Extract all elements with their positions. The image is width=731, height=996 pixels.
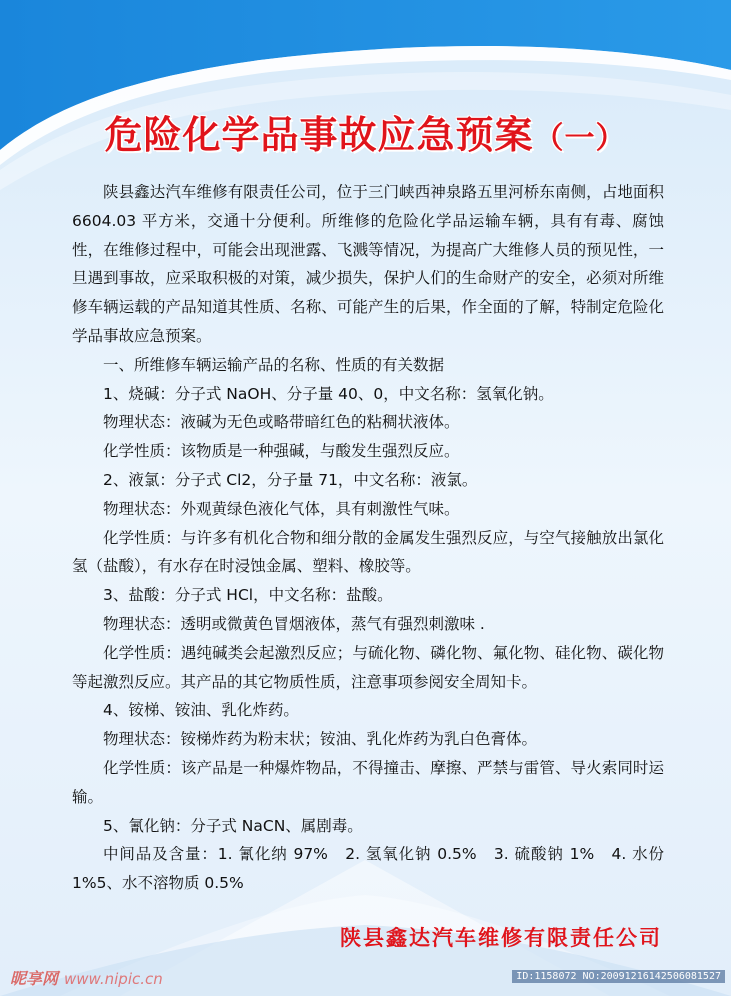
content-body — [72, 178, 664, 898]
title-suffix: （一） — [533, 121, 627, 156]
page-title — [0, 104, 731, 159]
watermark-url: www.nipic.cn — [64, 970, 163, 988]
watermark-brand: 昵享网 — [10, 969, 59, 988]
explosives-chemical: 化学性质：该产品是一种爆炸物品，不得撞击、摩擦、严禁与雷管、导火索同时运输。 — [72, 758, 664, 806]
item-sodium-cyanide: 5、氰化钠：分子式 NaCN、属剧毒。 — [103, 816, 363, 835]
cyanide-composition: 中间品及含量：1. 氰化纳 97% 2. 氢氧化钠 0.5% 3. 硫酸钠 1% 4. 水份 1%5、水不溶物质 0.5% — [72, 845, 664, 893]
image-id-stamp: ID:1158072 NO:20091216142506081527 — [512, 970, 725, 983]
section-heading: 一、所维修车辆运输产品的名称、性质的有关数据 — [103, 355, 445, 374]
intro-paragraph: 陕县鑫达汽车维修有限责任公司，位于三门峡西神泉路五里河桥东南侧，占地面积 6604.03 平方米，交通十分便利。所维修的危险化学品运输车辆，具有有毒、腐蚀性，在维修过程中，可能会出现泄露、飞溅等情况，为提高广大维修人员的预见性，一旦遇到事故，应采取积极的对策，减少损失，保护人们的生命财产的安全，必须对所维修车辆运载的产品知道其性质、名称、可能产生的后果，作全面的了解，特制定危险化学品事故应急预案。 — [72, 183, 664, 345]
item-caustic-soda: 1、烧碱：分子式 NaOH、分子量 40、0，中文名称：氢氧化钠。 — [103, 384, 554, 403]
item-explosives: 4、铵梯、铵油、乳化炸药。 — [103, 701, 299, 720]
item-liquid-chlorine: 2、液氯：分子式 Cl2，分子量 71，中文名称：液氯。 — [103, 470, 478, 489]
title-main: 危险化学品事故应急预案 — [104, 113, 534, 157]
caustic-soda-chemical: 化学性质：该物质是一种强碱，与酸发生强烈反应。 — [103, 442, 460, 461]
acid-physical: 物理状态：透明或微黄色冒烟液体，蒸气有强烈刺激味 . — [103, 614, 485, 633]
chlorine-physical: 物理状态：外观黄绿色液化气体，具有刺激性气味。 — [103, 499, 460, 518]
footer-company-name: 陕县鑫达汽车维修有限责任公司 — [340, 926, 662, 950]
chlorine-chemical: 化学性质：与许多有机化合物和细分散的金属发生强烈反应，与空气接触放出氯化氢（盐酸），有水存在时浸蚀金属、塑料、橡胶等。 — [72, 528, 664, 576]
item-hydrochloric-acid: 3、盐酸：分子式 HCl，中文名称：盐酸。 — [103, 586, 393, 605]
acid-chemical: 化学性质：遇纯碱类会起激烈反应；与硫化物、磷化物、氟化物、硅化物、碳化物等起激烈反应。其产品的其它物质性质，注意事项参阅安全周知卡。 — [72, 643, 664, 691]
caustic-soda-physical: 物理状态：液碱为无色或略带暗红色的粘稠状液体。 — [103, 413, 460, 432]
explosives-physical: 物理状态：铵梯炸药为粉末状；铵油、乳化炸药为乳白色膏体。 — [103, 730, 538, 749]
site-watermark — [10, 966, 163, 989]
